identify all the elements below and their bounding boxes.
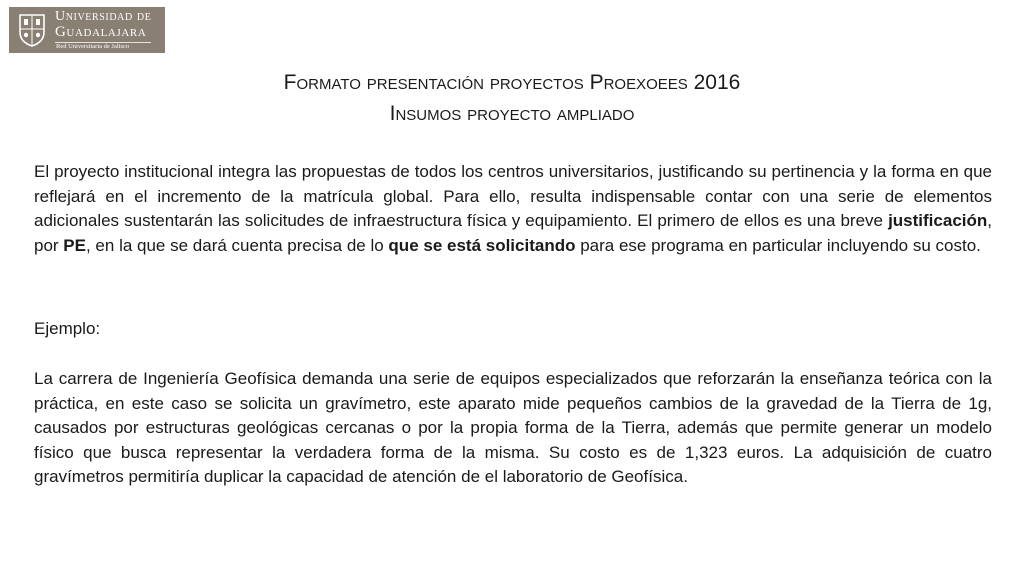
- logo-line-1: Universidad de: [55, 8, 152, 24]
- logo-text: [55, 10, 151, 51]
- crest-icon: [15, 11, 49, 49]
- example-label: Ejemplo:: [34, 319, 101, 338]
- intro-text-4: para ese programa en particular incluyendo su costo.: [575, 235, 981, 255]
- intro-text-3: , en la que se dará cuenta precisa de lo: [85, 235, 389, 255]
- intro-bold-pe: PE: [63, 235, 86, 255]
- intro-bold-justificacion: justificación: [888, 211, 988, 230]
- intro-text-2: , por: [34, 211, 992, 255]
- slide-title: Formato presentación proyectos Proexoees 2016: [283, 71, 741, 94]
- logo-line-3: Red Universitaria de Jalisco: [55, 42, 151, 51]
- logo-line-2: Guadalajara: [55, 23, 147, 40]
- slide-subtitle: Insumos proyecto ampliado: [389, 102, 635, 125]
- example-paragraph: La carrera de Ingeniería Geofísica demanda una serie de equipos especializados que reforzarán la enseñanza teórica con la práctica, en este caso se solicita un gravímetro, este aparato mide pequeños cambios de la gravedad de la Tierra de 1g, causados por estructuras geológicas cercanas o por la propia forma de la Tierra, además que permite generar un modelo físico que busca representar la verdadera forma de la misma. Su costo es de 1,323 euros. La adquisición de cuatro gravímetros permitiría duplicar la capacidad de atención de el laboratorio de Geofísica.: [34, 369, 992, 486]
- intro-bold-solicitando: que se está solicitando: [388, 235, 576, 255]
- intro-paragraph: [34, 160, 992, 258]
- intro-text-1: El proyecto institucional integra las propuestas de todos los centros universitarios, justificando su pertinencia y la forma en que reflejará en el incremento de la matrícula global. Para ello, resulta indispensable contar con una serie de elementos adicionales sustentarán las solicitudes de infraestructura física y equipamiento. El primero de ellos es una breve: [34, 162, 992, 230]
- university-logo: [9, 7, 165, 53]
